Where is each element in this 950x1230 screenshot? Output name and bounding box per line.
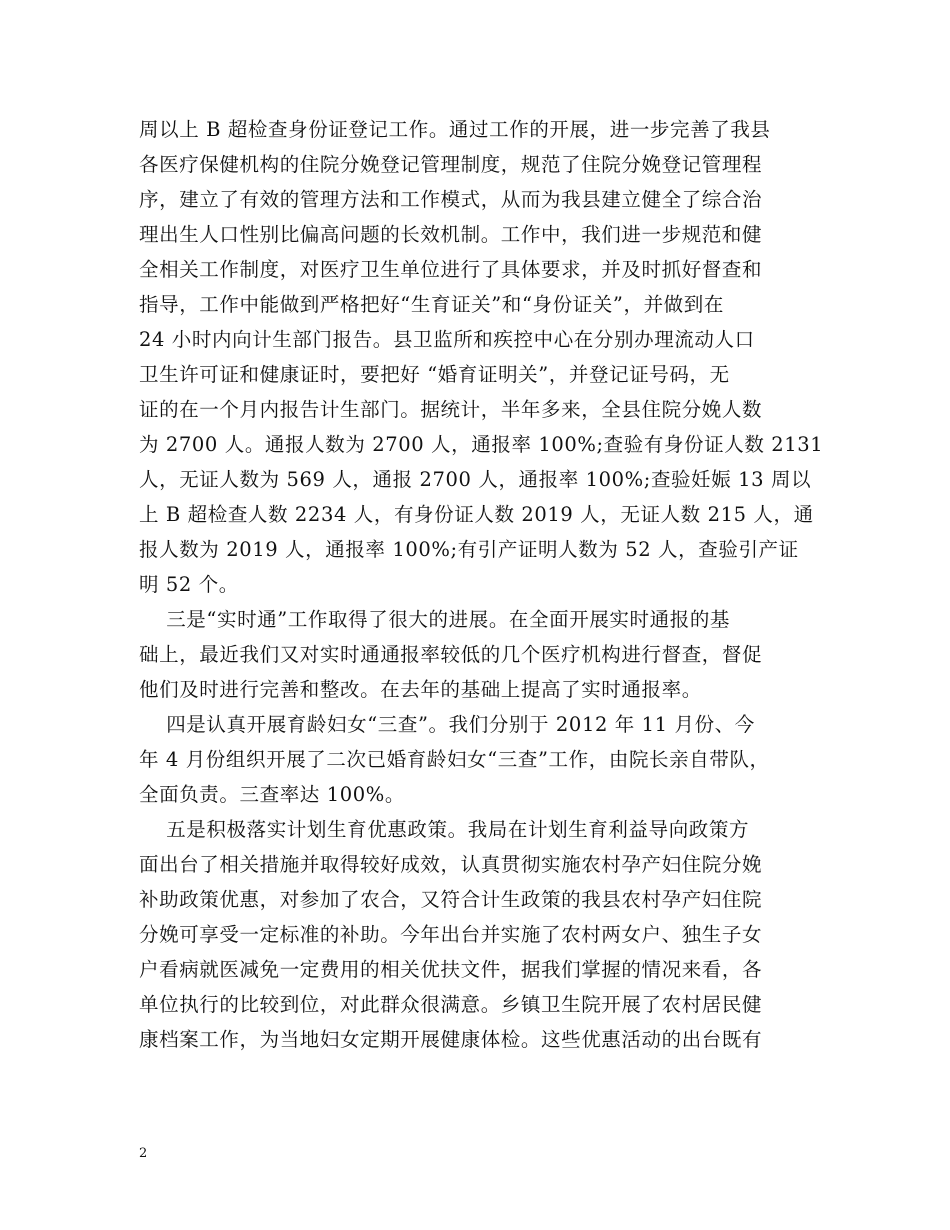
page-number: 2 xyxy=(139,1146,148,1161)
text-line: 为 2700 人。通报人数为 2700 人，通报率 100%;查验有身份证人数 2131 xyxy=(139,433,824,456)
text-line: 全面负责。三查率达 100%。 xyxy=(139,783,405,806)
text-line: 户看病就医减免一定费用的相关优扶文件，据我们掌握的情况来看，各 xyxy=(139,958,763,981)
body-text xyxy=(139,112,824,1057)
paragraph-start-line: 四是认真开展育龄妇女“三查”。我们分别于 2012 年 11 月份、今 xyxy=(139,713,755,736)
text-line: 卫生许可证和健康证时，要把好 “婚育证明关”，并登记证号码，无 xyxy=(139,363,730,386)
text-line: 证的在一个月内报告计生部门。据统计，半年多来，全县住院分娩人数 xyxy=(139,398,763,421)
text-line: 单位执行的比较到位，对此群众很满意。乡镇卫生院开展了农村居民健 xyxy=(139,993,763,1016)
text-line: 上 B 超检查人数 2234 人，有身份证人数 2019 人，无证人数 215 人，通 xyxy=(139,503,814,526)
text-line: 人，无证人数为 569 人，通报 2700 人，通报率 100%;查验妊娠 13 周以 xyxy=(139,468,812,491)
text-line: 全相关工作制度，对医疗卫生单位进行了具体要求，并及时抓好督查和 xyxy=(139,258,763,281)
text-line: 年 4 月份组织开展了二次已婚育龄妇女“三查”工作，由院长亲自带队， xyxy=(139,748,770,771)
text-line: 24 小时内向计生部门报告。县卫监所和疾控中心在分别办理流动人口 xyxy=(139,328,755,351)
text-line: 指导，工作中能做到严格把好“生育证关”和“身份证关”，并做到在 xyxy=(139,293,724,316)
text-line: 分娩可享受一定标准的补助。今年出台并实施了农村两女户、独生子女 xyxy=(139,923,763,946)
text-line: 康档案工作，为当地妇女定期开展健康体检。这些优惠活动的出台既有 xyxy=(139,1028,763,1051)
text-line: 明 52 个。 xyxy=(139,573,239,596)
text-line: 理出生人口性别比偏高问题的长效机制。工作中，我们进一步规范和健 xyxy=(139,223,763,246)
text-line: 序，建立了有效的管理方法和工作模式，从而为我县建立健全了综合治 xyxy=(139,188,763,211)
text-line: 周以上 B 超检查身份证登记工作。通过工作的开展，进一步完善了我县 xyxy=(139,118,771,141)
text-line: 他们及时进行完善和整改。在去年的基础上提高了实时通报率。 xyxy=(139,678,702,701)
text-line: 报人数为 2019 人，通报率 100%;有引产证明人数为 52 人，查验引产证 xyxy=(139,538,799,561)
paragraph-start-line: 五是积极落实计划生育优惠政策。我局在计划生育利益导向政策方 xyxy=(139,818,750,841)
paragraph-start-line: 三是“实时通”工作取得了很大的进展。在全面开展实时通报的基 xyxy=(139,608,731,631)
text-line: 础上，最近我们又对实时通通报率较低的几个医疗机构进行督查，督促 xyxy=(139,643,763,666)
text-line: 补助政策优惠，对参加了农合，又符合计生政策的我县农村孕产妇住院 xyxy=(139,888,763,911)
text-line: 面出台了相关措施并取得较好成效，认真贯彻实施农村孕产妇住院分娩 xyxy=(139,853,763,876)
text-line: 各医疗保健机构的住院分娩登记管理制度，规范了住院分娩登记管理程 xyxy=(139,153,763,176)
